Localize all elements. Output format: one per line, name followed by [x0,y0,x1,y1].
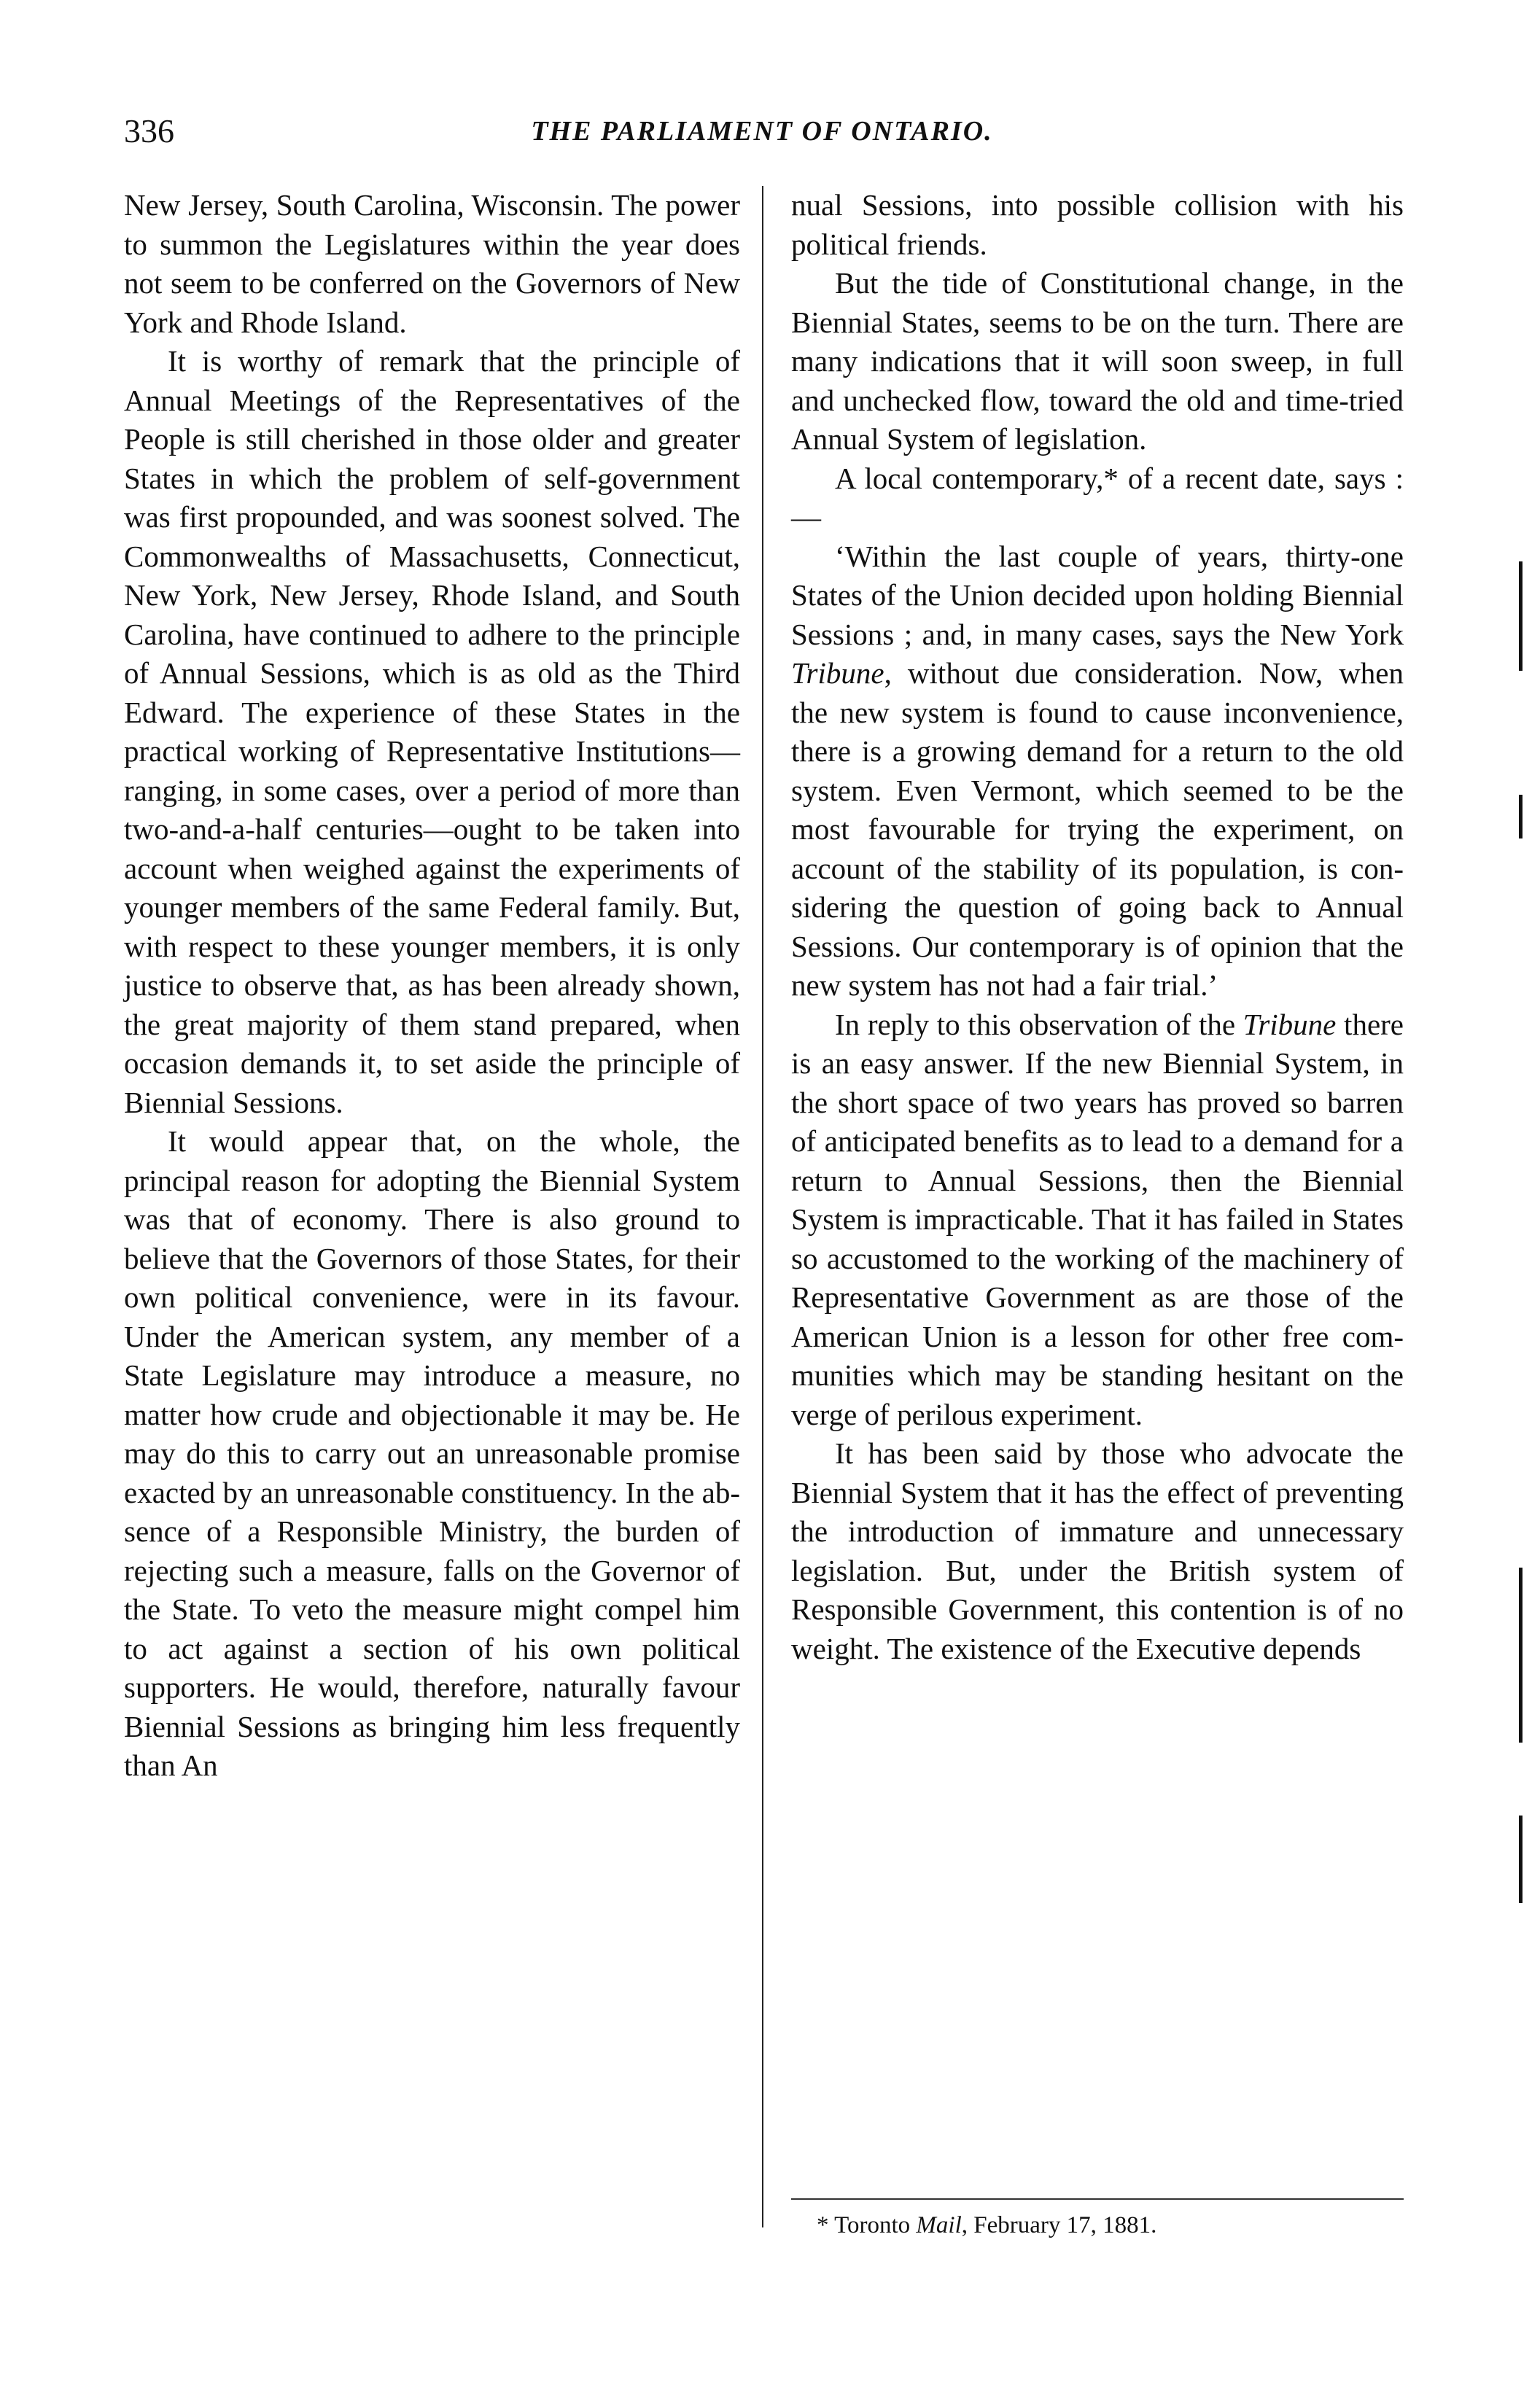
right-column [791,186,1404,1668]
paragraph: A local contemporary,* of a recent date, says :— [791,461,1404,534]
paragraph: It has been said by those who advocate the Biennial System that it has the effect of preventing the introduction of immature and unnecessary legislation. But, under the British system of Responsible Government, this contention is of no weight. The existence of the Executive depends [791,1436,1404,1665]
italic-title: Tribune [791,656,884,690]
scan-edge-mark [1519,795,1522,838]
paragraph: But the tide of Constitutional change, in the Biennial States, seems to be on the turn. There are many indications that it will soon sweep, in full and unchecked flow, toward the old and time-tried Annual System of legislation. [791,266,1404,456]
quoted-paragraph [791,537,1404,1005]
text-run: In reply to this observation of the [835,1007,1243,1041]
italic-title: Mail [916,2212,962,2238]
text-run: , without due consideration. Now, when the new system is found to cause inconvenience, there is a growing demand for a return to the old system. Even Vermont, which seemed to be the most favourable for trying the experiment, on account of the stability of its population, is considering the question of going back to Annual Sessions. Our contemporary is of opinion that the new system has not had a fair trial.’ [791,656,1404,1002]
text-run: , February 17, 1881. [961,2212,1157,2238]
footnote [817,2209,1400,2241]
scan-edge-mark [1519,1568,1522,1743]
paragraph [791,1005,1404,1435]
paragraph: It is worthy of remark that the principle of Annual Meetings of the Representatives of the People is still cherished in those older and greater States in which the problem of self-government was first propounded, and was soonest solved. The Commonwealths of Massachusetts, Connecticut, New York, New Jersey, Rhode Island, and South Carolina, have continued to adhere to the principle of Annual Sessions, which is as old as the Third Edward. The experience of these States in the practical working of Representative Institutions—ranging, in some cases, over a period of more than two-and-a-half centuries—ought to be taken into account when weighed against the experiments of younger members of the same Federal family. But, with respect to these younger members, it is only justice to observe that, as has been already shown, the great majority of them stand prepared, when occasion demands it, to set aside the principle of Biennial Sessions. [124,344,740,1119]
scan-edge-mark [1519,561,1522,671]
paragraph: New Jersey, South Carolina, Wisconsin. The power to summon the Legislatures within the year does not seem to be conferred on the Governors of New York and Rhode Island. [124,188,740,339]
page-number: 336 [124,112,174,149]
text-run: * Toronto [817,2212,917,2238]
paragraph: nual Sessions, into possible collision with his political friends. [791,188,1404,261]
running-head [124,109,1400,153]
left-column [124,186,740,1786]
footnote-divider [791,2198,1404,2200]
paragraph: It would appear that, on the whole, the principal reason for adopting the Biennial System was that of economy. There is also ground to believe that the Governors of those States, for their own political convenience, were in its favour. Under the American system, any member of a State Legislature may introduce a measure, no matter how crude and objectionable it may be. He may do this to carry out an unreasonable promise exacted by an unreasonable constituency. In the absence of a Responsible Ministry, the burden of rejecting such a measure, falls on the Governor of the State. To veto the measure might compel him to act against a section of his own political supporters. He would, therefore, naturally favour Biennial Sessions as bringing him less frequently than An [124,1124,740,1782]
italic-title: Tribune [1242,1007,1337,1041]
text-run: ‘Within the last couple of years, thirty-one States of the Union decided upon holding Biennial Sessions ; and, in many cases, says the New York [791,539,1404,651]
text-run: there is an easy answer. If the new Biennial System, in the short space of two years has proved so barren of anticipated benefits as to lead to a demand for a return to Annual Sessions, then the Biennial System is impracticable. That it has failed in States so accustomed to the working of the machinery of Representative Government as are those of the American Union is a lesson for other free communities which may be standing hesitant on the verge of perilous experiment. [791,1007,1404,1431]
scan-edge-mark [1519,1816,1522,1903]
column-divider [762,186,763,2227]
running-title: THE PARLIAMENT OF ONTARIO. [531,116,993,147]
